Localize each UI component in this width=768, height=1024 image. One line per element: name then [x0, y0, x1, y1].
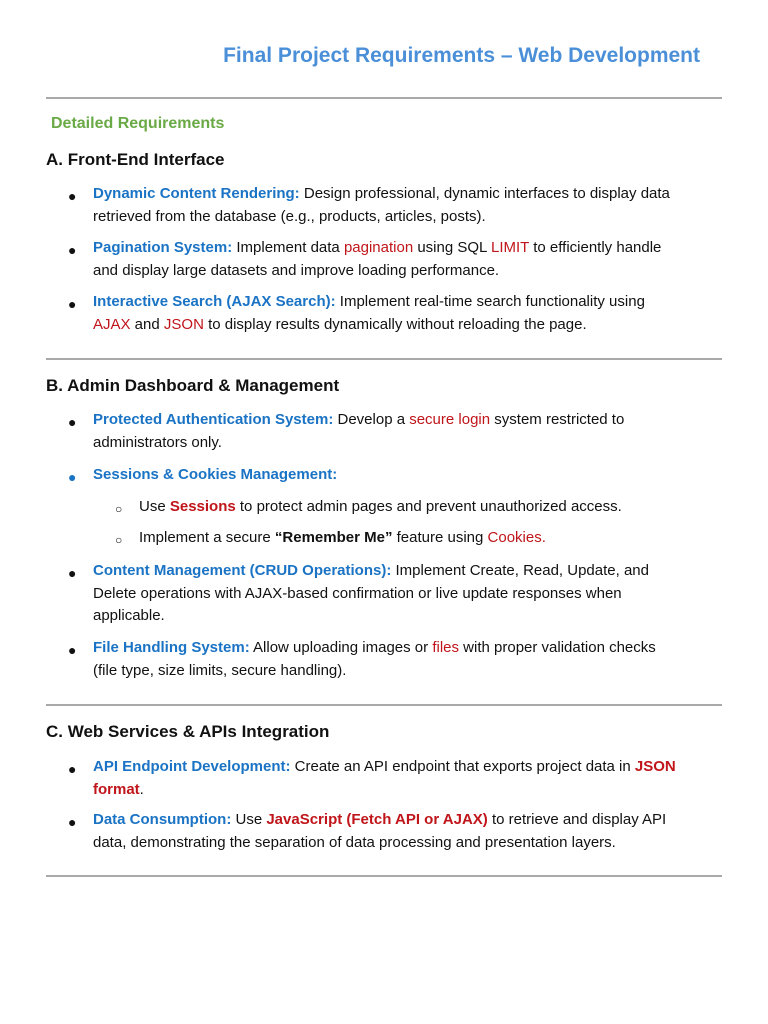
list-item-authentication: Protected Authentication System: Develop a secure login system restricted to administrators only.	[93, 411, 625, 451]
divider-top	[46, 97, 722, 99]
list-item-crud: Content Management (CRUD Operations): Implement Create, Read, Update, and Delete operations with AJAX-based confirmation or live update responses when applicable.	[93, 562, 649, 624]
list-item-interactive-search: Interactive Search (AJAX Search): Implement real-time search functionality using AJAX and JSON to display results dynamically without reloading the page.	[93, 293, 645, 333]
bullet-icon: ●	[68, 814, 77, 830]
list-item-data-consumption: Data Consumption: Use JavaScript (Fetch API or AJAX) to retrieve and display API data, demonstrating the separation of data processing and presentation layers.	[93, 811, 667, 851]
bullet-icon: ●	[68, 188, 77, 204]
list-item-api-endpoint: API Endpoint Development: Create an API endpoint that exports project data in JSON format.	[93, 758, 676, 798]
list-item-dynamic-content: Dynamic Content Rendering: Design professional, dynamic interfaces to display data retrieved from the database (e.g., products, articles, posts).	[93, 185, 670, 225]
list-item-sessions-cookies: Sessions & Cookies Management:	[93, 466, 338, 483]
list-item-file-handling: File Handling System: Allow uploading images or files with proper validation checks (file type, size limits, secure handling).	[93, 639, 656, 679]
divider-a	[46, 358, 722, 360]
list-item-pagination: Pagination System: Implement data pagination using SQL LIMIT to efficiently handle and display large datasets and improve loading performance.	[93, 239, 662, 279]
bullet-icon: ●	[68, 761, 77, 777]
sub-item-sessions: Use Sessions to protect admin pages and prevent unauthorized access.	[139, 498, 622, 515]
divider-b	[46, 704, 722, 706]
bullet-icon: ●	[68, 414, 77, 430]
section-c-heading: C. Web Services & APIs Integration	[46, 722, 330, 741]
bullet-icon: ●	[68, 642, 77, 658]
bullet-icon: ●	[68, 296, 77, 312]
bullet-icon: ●	[68, 469, 77, 485]
bullet-icon: ●	[68, 242, 77, 258]
page-title: Final Project Requirements – Web Development	[223, 44, 700, 67]
sub-item-remember-me: Implement a secure “Remember Me” feature using Cookies.	[139, 529, 546, 546]
circle-bullet-icon: ○	[115, 502, 123, 516]
divider-c	[46, 875, 722, 877]
section-b-heading: B. Admin Dashboard & Management	[46, 376, 340, 395]
detailed-requirements-heading: Detailed Requirements	[51, 115, 225, 132]
bullet-icon: ●	[68, 565, 77, 581]
circle-bullet-icon: ○	[115, 533, 123, 547]
section-a-heading: A. Front-End Interface	[46, 150, 225, 169]
